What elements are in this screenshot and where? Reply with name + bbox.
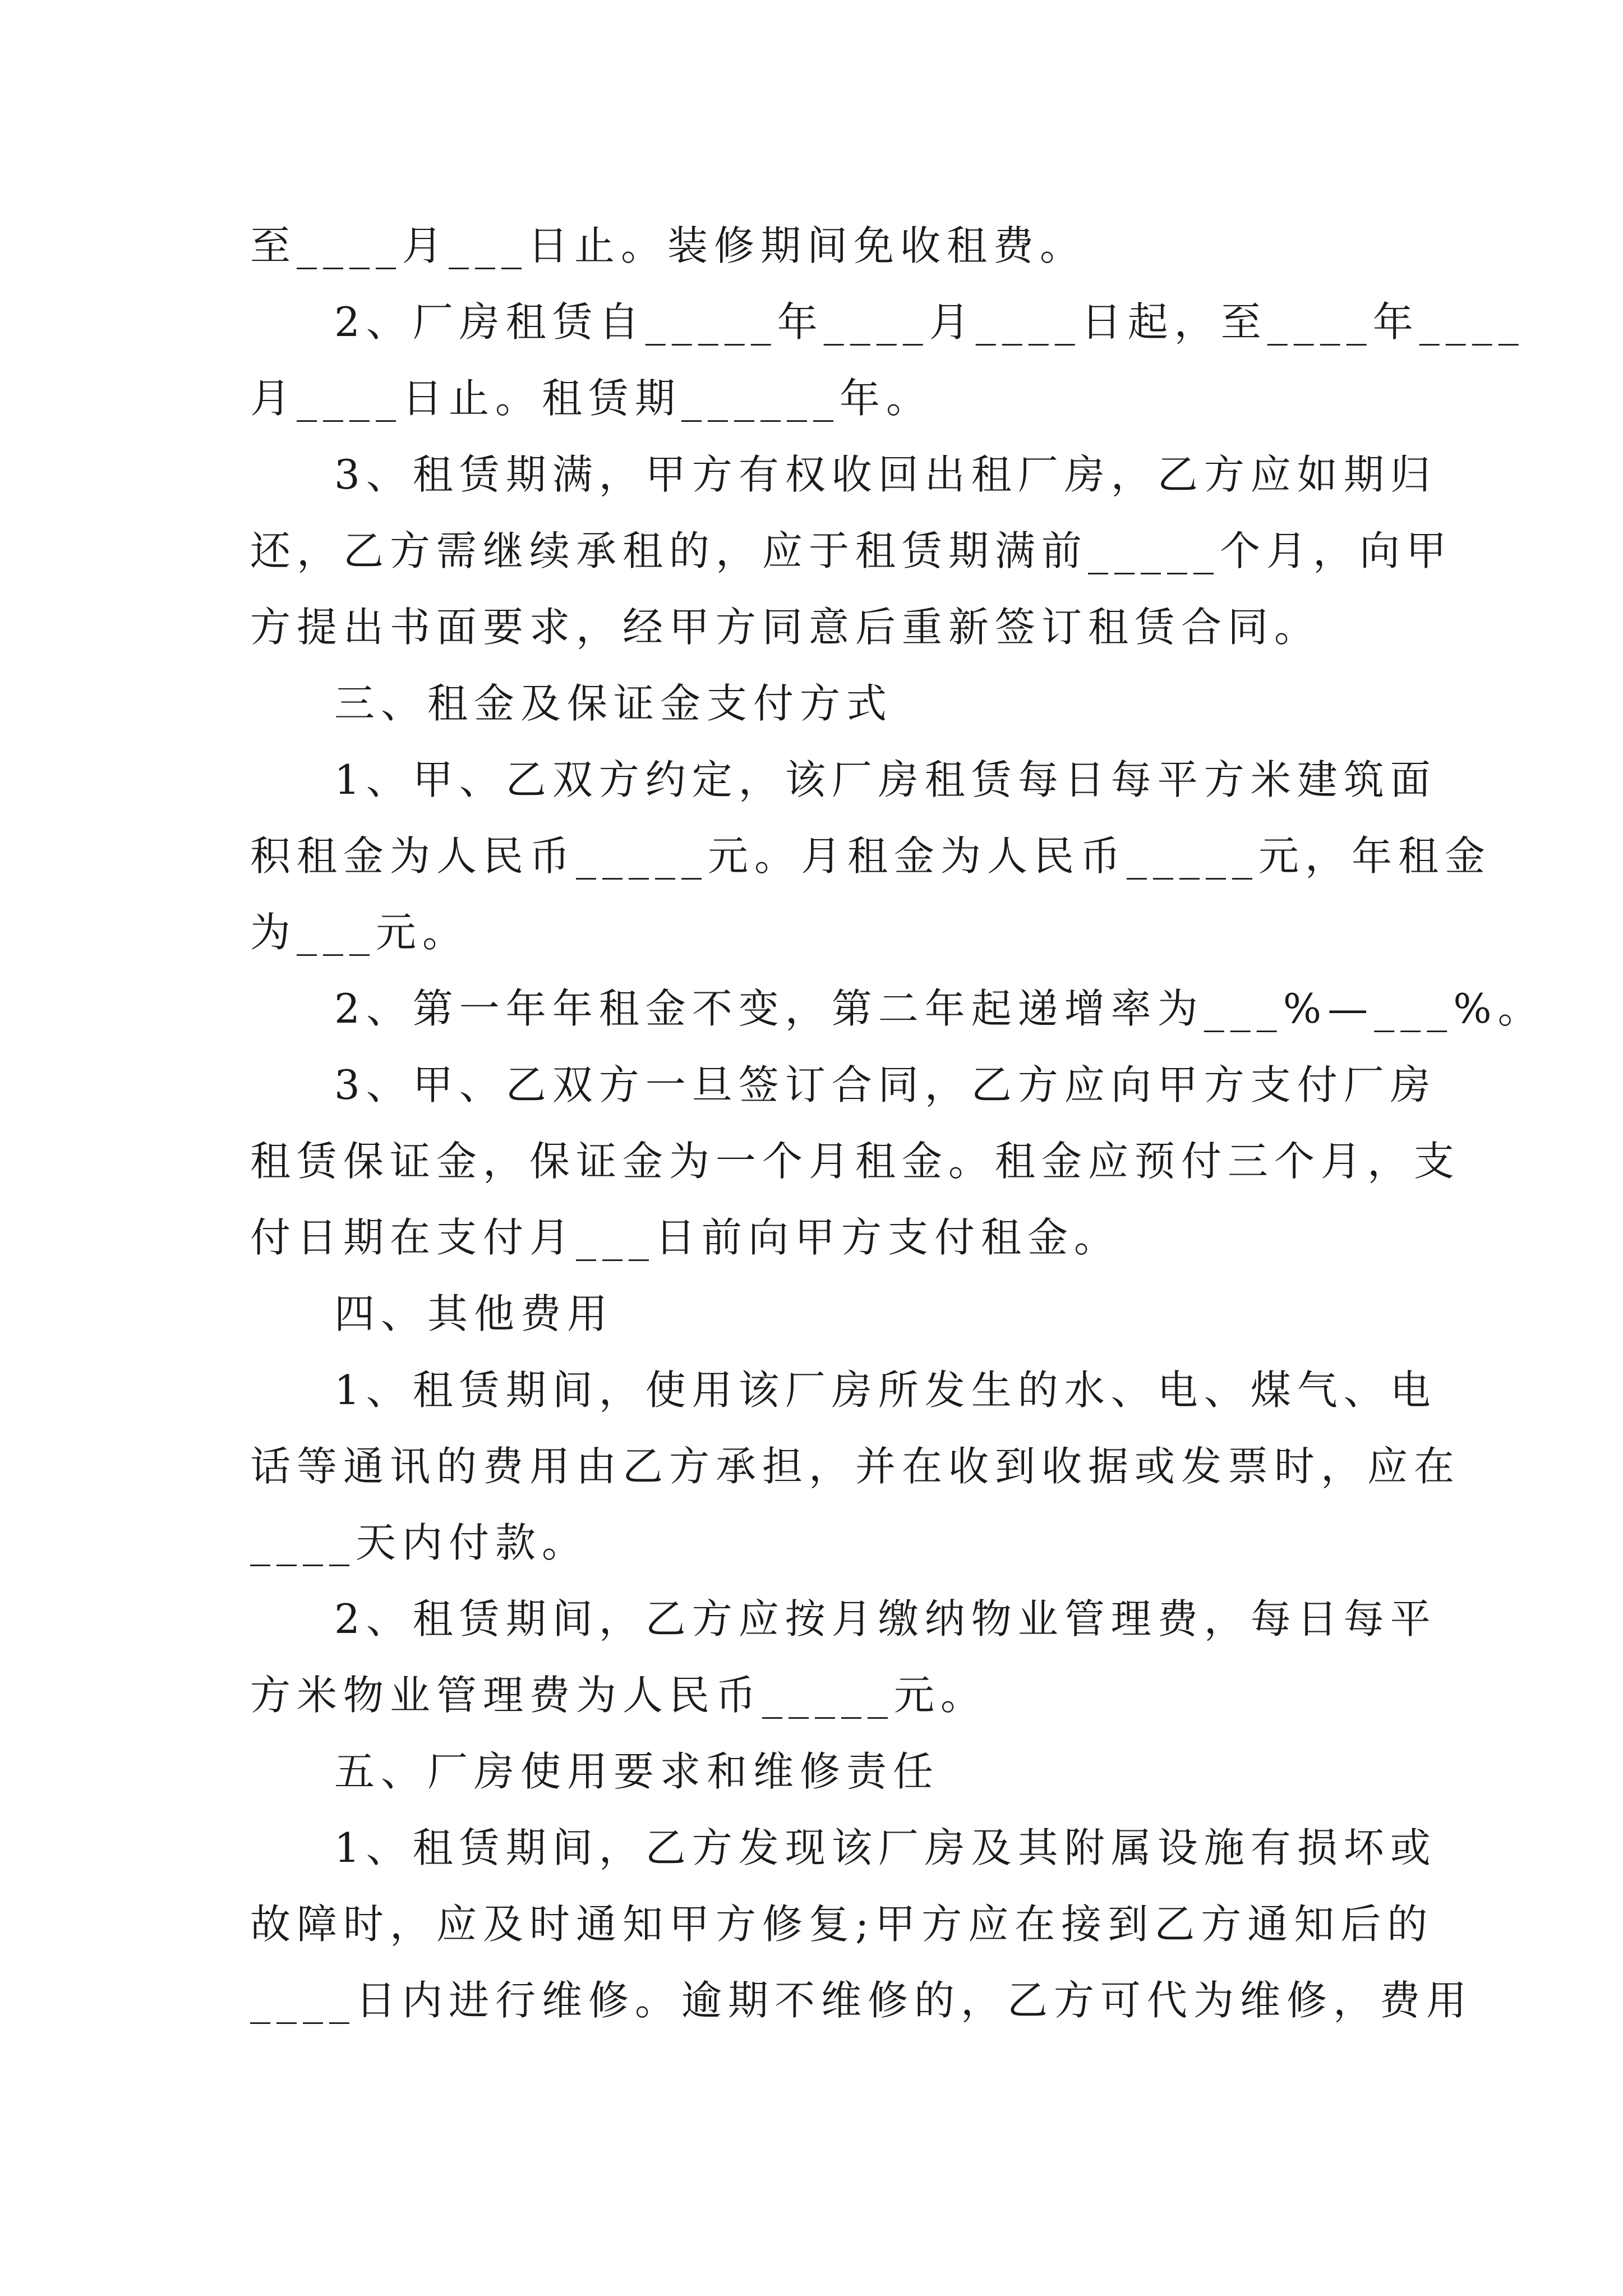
text-line: 3、租赁期满，甲方有权收回出租厂房，乙方应如期归 [334,451,1437,498]
text-line: 2、第一年年租金不变，第二年起递增率为___%—___%。 [334,985,1544,1032]
text-line: 1、租赁期间，乙方发现该厂房及其附属设施有损坏或 [334,1824,1437,1871]
text-line: 方提出书面要求，经甲方同意后重新签订租赁合同。 [250,604,1321,651]
text-line: 至____月___日止。装修期间免收租费。 [250,222,1087,269]
text-line: 2、租赁期间，乙方应按月缴纳物业管理费，每日每平 [334,1595,1437,1642]
text-line: 3、甲、乙双方一旦签订合同，乙方应向甲方支付厂房 [334,1061,1437,1108]
section-heading: 四、其他费用 [334,1290,614,1337]
text-line: 积租金为人民币_____元。月租金为人民币_____元，年租金 [250,832,1492,880]
text-line: 为___元。 [250,909,469,956]
text-line: ____日内进行维修。逾期不维修的，乙方可代为维修，费用 [250,1977,1473,2024]
text-line: 2、厂房租赁自_____年____月____日起，至____年____ [334,298,1525,346]
text-line: 租赁保证金，保证金为一个月租金。租金应预付三个月，支 [250,1138,1461,1185]
text-line: 故障时，应及时通知甲方修复;甲方应在接到乙方通知后的 [250,1901,1434,1948]
section-heading: 三、租金及保证金支付方式 [334,680,893,727]
section-heading: 五、厂房使用要求和维修责任 [334,1748,940,1795]
text-line: 付日期在支付月___日前向甲方支付租金。 [250,1214,1121,1261]
text-line: ____天内付款。 [250,1519,589,1566]
text-line: 还，乙方需继续承租的，应于租赁期满前_____个月，向甲 [250,527,1453,574]
text-line: 话等通讯的费用由乙方承担，并在收到收据或发票时，应在 [250,1443,1461,1490]
text-line: 1、租赁期间，使用该厂房所发生的水、电、煤气、电 [334,1366,1437,1414]
text-line: 月____日止。租赁期______年。 [250,375,933,422]
text-line: 方米物业管理费为人民币_____元。 [250,1672,988,1719]
text-line: 1、甲、乙双方约定，该厂房租赁每日每平方米建筑面 [334,756,1437,803]
